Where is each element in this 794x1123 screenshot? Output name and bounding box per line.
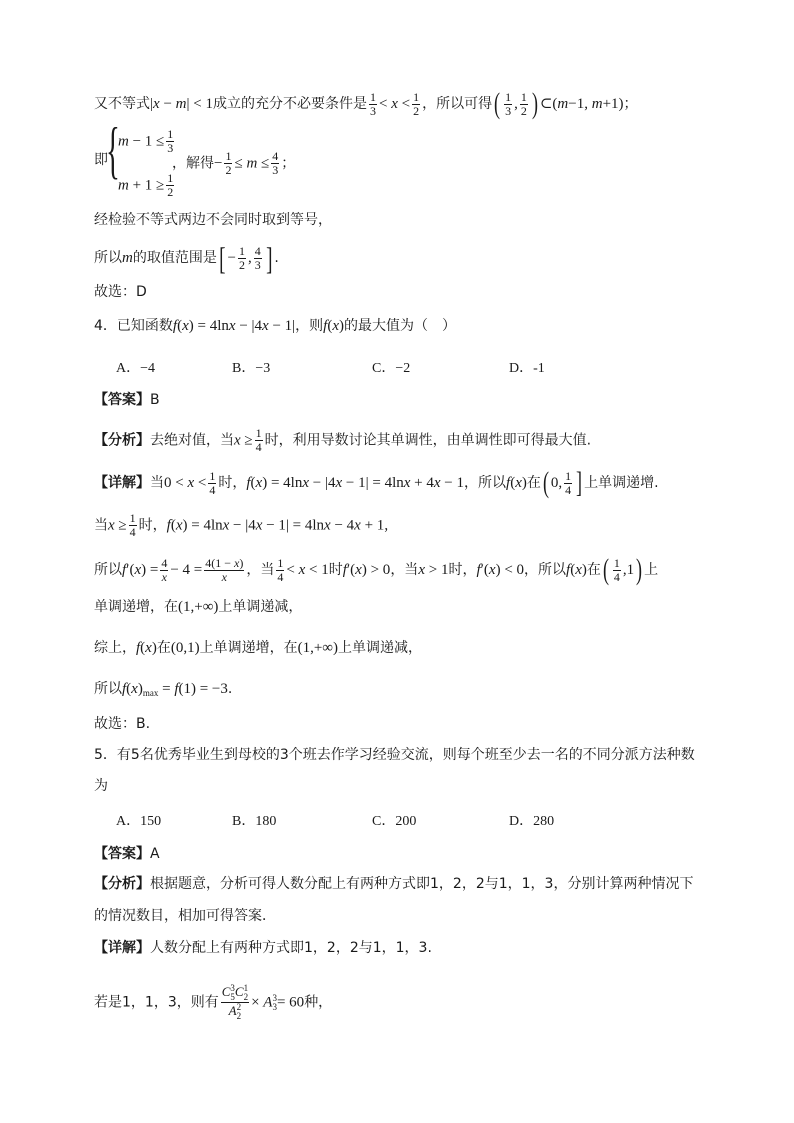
q4-option-a: A．−4 (116, 361, 156, 376)
text-line-3: 经检验不等式两边不会同时取到等号， (94, 212, 332, 228)
q4-analysis: 【分析】去绝对值，当x ≥ $\frac{1}{4}$ 时，利用导数讨论其单调性，由单调性即可得最大值. (94, 426, 592, 454)
q4-detail-5: 综上，f(x)在(0,1)上单调递增，在(1,+∞)上单调递减， (94, 640, 422, 656)
q4-option-b: B．−3 (232, 361, 271, 376)
brace-glyph: { (106, 114, 120, 185)
q4-detail-3: 所以f′(x) = $\frac{4}{x}$ − 4 = $\frac{4(1 - x)}{x}$ ，当 $\frac{1}{4}$ < x < 1时f′(x) > 0，当x > 1时，f′(x) < 0，所以f(x)在( $\frac{1}{4}$ ,1) 上 (94, 553, 659, 586)
text-line-2-prefix: 即 (94, 152, 108, 168)
question-5-stem-2: 为 (94, 778, 108, 794)
system-eq-1: m − 1 ≤ $\frac{1}{3}$ (118, 127, 174, 155)
q4-detail-2: 当x ≥ $\frac{1}{4}$ 时，f(x) = 4lnx − |4x − 1| = 4lnx − 4x + 1, (94, 511, 389, 539)
q5-detail-1: 【详解】人数分配上有两种方式即1，2，2与1，1，3. (94, 940, 432, 956)
text-line-4: 所以m的取值范围是[ − $\frac{1}{2}$ , $\frac{4}{3}$ ] . (94, 240, 279, 276)
q5-option-b: B．180 (232, 814, 277, 829)
q5-answer: 【答案】A (94, 846, 160, 862)
q4-answer: 【答案】B (94, 392, 160, 408)
question-5-stem-1: 5．有5名优秀毕业生到母校的3个班去作学习经验交流，则每个班至少去一名的不同分派方法种数 (94, 747, 695, 763)
q4-detail-7: 故选：B. (94, 716, 151, 732)
math-abs-x-m: |x − m| < 1 (150, 96, 213, 112)
q5-detail-2: 若是1，1，3，则有 C 3 5 C 1 2 A 2 2 × A 3 3 = 60种， (94, 983, 333, 1021)
q5-option-d: D．280 (509, 814, 555, 829)
q5-option-c: C．200 (372, 814, 417, 829)
text-line-5: 故选：D (94, 284, 147, 300)
system-eq-2: m + 1 ≥ $\frac{1}{2}$ (118, 171, 174, 199)
text-line-2-solution: ，解得− $\frac{1}{2}$ ≤ m ≤ $\frac{4}{3}$ ； (172, 149, 296, 177)
q4-option-d: D．-1 (509, 361, 545, 376)
question-4-stem: 4．已知函数f(x) = 4lnx − |4x − 1|，则f(x)的最大值为（ ） (94, 318, 457, 334)
q5-analysis-1: 【分析】根据题意，分析可得人数分配上有两种方式即1，2，2与1，1，3，分别计算两种情况下 (94, 876, 694, 892)
q4-detail-6: 所以$f(x)_{max} = f(1) = -3$. (94, 681, 233, 698)
q4-detail-4: 单调递增，在(1,+∞)上单调递减， (94, 599, 303, 615)
text-line-1: 又不等式|x − m| < 1成立的充分不必要条件是 $\frac{1}{3}$ < x < $\frac{1}{2}$ ，所以可得( $\frac{1}{3}$ , $\frac{1}{2}$ ) ⊂(m−1, m+1)； (94, 87, 638, 120)
q5-analysis-2: 的情况数目，相加可得答案． (94, 908, 276, 924)
q4-detail-1: 【详解】当0 < x < $\frac{1}{4}$ 时，f(x) = 4lnx − |4x − 1| = 4lnx + 4x − 1，所以f(x)在( 0, $\frac{1}{4}$ ] 上单调递增. (94, 466, 659, 499)
q5-option-a: A．150 (116, 814, 162, 829)
q4-option-c: C．−2 (372, 361, 411, 376)
